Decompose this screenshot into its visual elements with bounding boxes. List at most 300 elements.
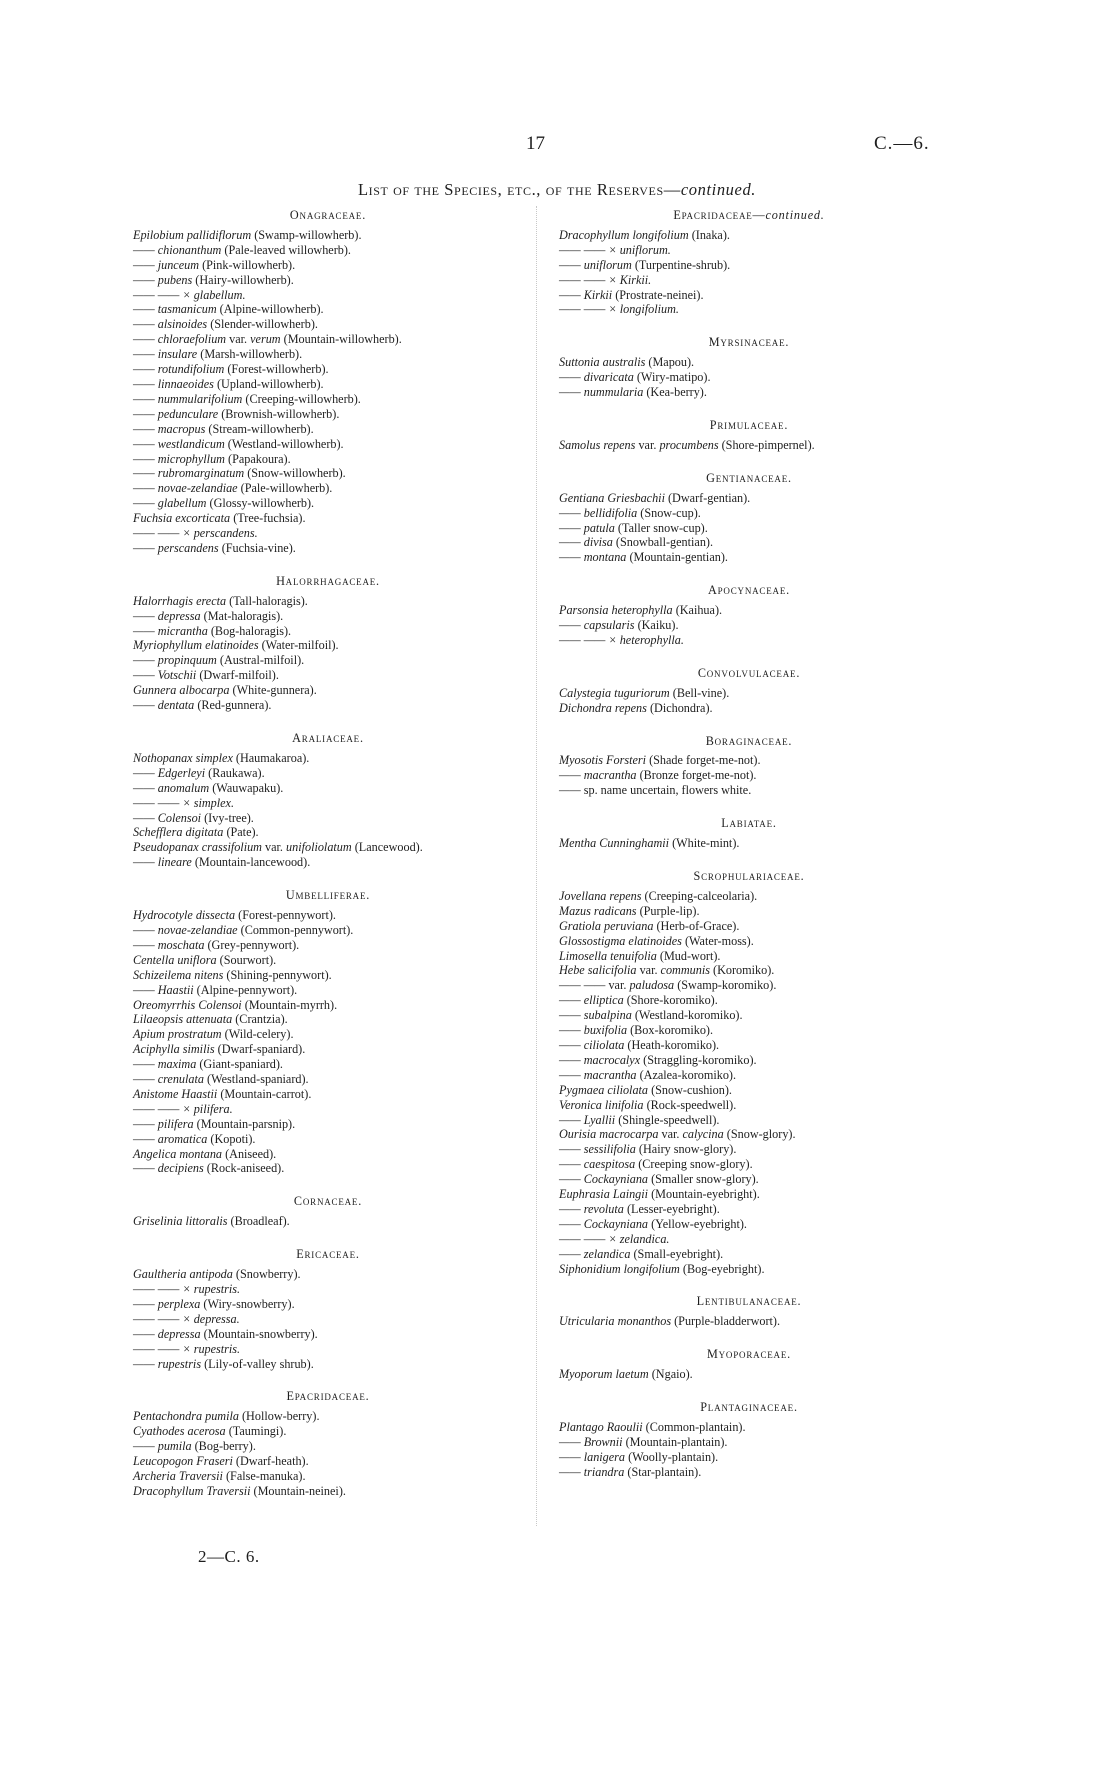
species-scientific-name: Myoporum laetum (559, 1367, 649, 1382)
species-scientific-name: Anistome Haastii (133, 1086, 218, 1101)
species-common-name: (Wiry-snowberry). (200, 1296, 295, 1311)
species-common-name: (Star-plantain). (624, 1464, 702, 1479)
family-heading (133, 1389, 523, 1404)
species-entry (133, 953, 523, 968)
species-entry (133, 923, 523, 938)
species-scientific-name: —— elliptica (559, 993, 624, 1008)
species-entry (559, 1314, 939, 1329)
species-common-name: (Smaller snow-glory). (648, 1172, 759, 1187)
page-number: 17 (526, 133, 545, 154)
family-heading-text: Boraginaceae. (705, 733, 793, 748)
species-entry (133, 811, 523, 826)
species-entry (133, 698, 523, 713)
species-scientific-name: —— Edgerleyi (133, 765, 206, 780)
species-scientific-name: Schizeilema nitens (133, 967, 224, 982)
species-common-name: (Dwarf-milfoil). (196, 668, 279, 683)
species-common-name: (Ngaio). (648, 1367, 693, 1382)
species-entry (559, 1127, 939, 1142)
species-common-name: (Mapou). (645, 355, 695, 370)
species-common-name: (Shining-pennywort). (223, 967, 332, 982)
species-common-name: (Prostrate-neinei). (612, 287, 704, 302)
family-section (559, 1347, 939, 1382)
document-reference: C.—6. (874, 133, 930, 154)
species-common-name: (Rock-speedwell). (643, 1097, 737, 1112)
species-scientific-name: —— Brownii (559, 1434, 623, 1449)
species-entry (559, 768, 939, 783)
species-scientific-name: —— revoluta (559, 1201, 624, 1216)
species-entry (133, 796, 523, 811)
family-heading-text: Convolvulaceae. (697, 665, 801, 680)
page-title (0, 180, 1114, 200)
species-scientific-name: Suttonia australis (559, 355, 646, 370)
species-common-name: (Alpine-willowherb). (216, 302, 324, 317)
species-scientific-name: —— Colensoi (133, 810, 202, 825)
species-entry (559, 258, 939, 273)
species-scientific-name: Mazus radicans (559, 903, 637, 918)
species-entry (559, 919, 939, 934)
species-scientific-name: Centella uniflora (133, 952, 217, 967)
species-entry (559, 1068, 939, 1083)
variety-name: procumbens (659, 437, 719, 452)
species-common-name: (Kaihua). (672, 603, 723, 618)
family-heading (133, 1194, 523, 1209)
species-entry (133, 624, 523, 639)
species-scientific-name: —— —— × Kirkii. (559, 272, 652, 287)
species-common-name: (Bog-haloragis). (207, 623, 292, 638)
species-entry (133, 938, 523, 953)
species-entry (559, 1262, 939, 1277)
species-entry (133, 1327, 523, 1342)
family-heading-text: Plantaginaceae. (700, 1400, 798, 1415)
species-scientific-name: —— insulare (133, 347, 198, 362)
species-common-name: (Pate). (223, 825, 259, 840)
species-entry (133, 968, 523, 983)
species-entry (559, 273, 939, 288)
family-heading (559, 1347, 939, 1362)
species-common-name: var. (635, 437, 660, 452)
species-scientific-name: Fuchsia excorticata (133, 511, 231, 526)
species-scientific-name: —— aromatica (133, 1131, 208, 1146)
variety-name: verum (250, 332, 281, 347)
species-entry (559, 836, 939, 851)
species-scientific-name: —— chloraefolium (133, 332, 227, 347)
species-common-name: (Snowberry). (232, 1267, 301, 1282)
species-scientific-name: —— uniflorum (559, 257, 632, 272)
species-common-name: (Water-moss). (681, 933, 754, 948)
species-entry (133, 1117, 523, 1132)
family-heading-text: Umbelliferae. (285, 888, 371, 903)
species-entry (133, 1087, 523, 1102)
species-common-name: (Mountain-eyebright). (648, 1187, 760, 1202)
species-entry (133, 1012, 523, 1027)
species-entry (133, 609, 523, 624)
species-scientific-name: —— tasmanicum (133, 302, 217, 317)
species-entry (133, 526, 523, 541)
species-scientific-name: —— divisa (559, 535, 613, 550)
species-entry (559, 385, 939, 400)
species-common-name: (Dwarf-spaniard). (214, 1042, 306, 1057)
species-scientific-name: —— —— × depressa. (133, 1311, 240, 1326)
family-section (559, 734, 939, 799)
species-scientific-name: —— —— × glabellum. (133, 287, 246, 302)
family-heading (559, 816, 939, 831)
family-heading-text: Myrsinaceae. (708, 335, 790, 350)
family-heading (559, 1400, 939, 1415)
species-common-name: (Purple-bladderwort). (671, 1314, 781, 1329)
family-section (133, 1247, 523, 1371)
species-entry (133, 377, 523, 392)
species-entry (133, 908, 523, 923)
species-entry (559, 949, 939, 964)
family-section (133, 208, 523, 556)
species-entry (559, 1232, 939, 1247)
species-scientific-name: —— depressa (133, 608, 201, 623)
species-entry (133, 683, 523, 698)
species-entry (559, 1172, 939, 1187)
species-common-name: (White-mint). (669, 836, 740, 851)
species-common-name: (Snow-willowherb). (244, 466, 346, 481)
family-heading-text: Labiatae. (721, 816, 777, 831)
species-entry (559, 1157, 939, 1172)
species-common-name: (Mountain-parsnip). (193, 1116, 296, 1131)
species-entry (133, 1484, 523, 1499)
species-common-name: (Azalea-koromiko). (636, 1067, 737, 1082)
species-scientific-name: —— maxima (133, 1057, 197, 1072)
variety-common-name: (Lancewood). (351, 840, 423, 855)
species-entry (133, 407, 523, 422)
species-common-name: (Broadleaf). (227, 1214, 290, 1229)
species-common-name: (Mountain-lancewood). (191, 855, 311, 870)
species-common-name: (Common-pennywort). (237, 922, 354, 937)
species-common-name: (Austral-milfoil). (216, 653, 305, 668)
species-scientific-name: Halorrhagis erecta (133, 593, 227, 608)
species-common-name: (Turpentine-shrub). (631, 257, 731, 272)
family-heading-text: Myoporaceae. (707, 1347, 791, 1362)
species-common-name: (Mountain-neinei). (250, 1483, 346, 1498)
species-scientific-name: Dracophyllum Traversii (133, 1483, 251, 1498)
species-scientific-name: —— rubromarginatum (133, 466, 245, 481)
species-entry (133, 1342, 523, 1357)
species-entry (559, 355, 939, 370)
species-entry (559, 934, 939, 949)
species-common-name: (Bog-berry). (191, 1439, 256, 1454)
species-common-name: (Red-gunnera). (194, 698, 272, 713)
species-scientific-name: —— micrantha (133, 623, 208, 638)
species-scientific-name: —— zelandica (559, 1246, 631, 1261)
species-scientific-name: —— lineare (133, 855, 192, 870)
species-scientific-name: —— divaricata (559, 370, 634, 385)
species-common-name: (Swamp-willowherb). (251, 227, 362, 242)
family-heading-text: Onagraceae. (289, 208, 367, 222)
family-heading-text: Araliaceae. (292, 731, 364, 745)
species-scientific-name: —— nummularifolium (133, 391, 243, 406)
family-section (559, 208, 939, 317)
page-title-main: List of the Species, etc., of the Reserves— (357, 180, 681, 199)
species-common-name: (Stream-willowherb). (205, 421, 314, 436)
species-entry (133, 766, 523, 781)
family-heading-text: Apocynaceae. (708, 583, 790, 598)
species-entry (133, 362, 523, 377)
species-entry (559, 1247, 939, 1262)
species-common-name: var. (605, 978, 630, 993)
species-scientific-name: —— ciliolata (559, 1037, 625, 1052)
species-entry (133, 1282, 523, 1297)
family-heading (559, 208, 939, 223)
variety-common-name: (Mountain-willowherb). (280, 332, 402, 347)
species-common-name: sp. name uncertain, flowers white. (580, 783, 752, 798)
species-common-name: (Shade forget-me-not). (646, 753, 761, 768)
species-scientific-name: —— propinquum (133, 653, 217, 668)
family-heading-text: Ericaceae. (296, 1247, 360, 1262)
species-scientific-name: Nothopanax simplex (133, 750, 233, 765)
family-section (559, 1294, 939, 1329)
species-common-name: (Forest-willowherb). (224, 362, 329, 377)
species-common-name: (Pink-willowherb). (199, 257, 296, 272)
species-common-name: (Mud-wort). (656, 948, 721, 963)
species-entry (559, 302, 939, 317)
family-section (133, 731, 523, 870)
family-section (133, 1194, 523, 1229)
species-entry (559, 1053, 939, 1068)
species-entry (133, 1357, 523, 1372)
species-entry (133, 1267, 523, 1282)
species-scientific-name: —— rupestris (133, 1356, 202, 1371)
species-common-name: (Hairy snow-glory). (635, 1142, 737, 1157)
species-entry (133, 1057, 523, 1072)
species-common-name: var. (226, 332, 251, 347)
species-scientific-name: —— subalpina (559, 1008, 632, 1023)
variety-name: communis (660, 963, 710, 978)
species-entry (559, 1023, 939, 1038)
species-scientific-name: Griselinia littoralis (133, 1214, 228, 1229)
species-common-name: (Mountain-gentian). (626, 550, 728, 565)
species-entry (559, 603, 939, 618)
species-entry (559, 1435, 939, 1450)
column-divider (536, 206, 537, 1526)
family-heading (133, 208, 523, 223)
species-common-name: (Upland-willowherb). (213, 376, 324, 391)
species-common-name: (Purple-lip). (636, 903, 700, 918)
species-entry (133, 1469, 523, 1484)
species-scientific-name: —— buxifolia (559, 1023, 628, 1038)
species-scientific-name: Parsonsia heterophylla (559, 603, 673, 618)
species-common-name: (Mountain-plantain). (622, 1434, 728, 1449)
species-common-name: (Taumingi). (225, 1424, 287, 1439)
left-column (133, 208, 523, 1517)
species-entry (133, 638, 523, 653)
family-heading (559, 1294, 939, 1309)
species-entry (133, 1297, 523, 1312)
species-scientific-name: —— —— × pilifera. (133, 1101, 233, 1116)
species-scientific-name: Hebe salicifolia (559, 963, 637, 978)
species-entry (133, 1072, 523, 1087)
species-scientific-name: —— pumila (133, 1439, 192, 1454)
species-common-name: (Box-koromiko). (627, 1023, 714, 1038)
species-scientific-name: —— moschata (133, 937, 205, 952)
species-scientific-name: —— bellidifolia (559, 505, 638, 520)
species-common-name: var. (658, 1127, 683, 1142)
species-scientific-name: —— crenulata (133, 1072, 204, 1087)
species-scientific-name: —— Cockayniana (559, 1172, 649, 1187)
species-scientific-name: —— glabellum (133, 496, 207, 511)
species-entry (133, 825, 523, 840)
family-heading (559, 734, 939, 749)
species-entry (133, 1042, 523, 1057)
species-common-name: (Dichondra). (646, 700, 713, 715)
species-entry (133, 653, 523, 668)
family-heading-text: Halorrhagaceae. (276, 573, 380, 588)
species-common-name: (Dwarf-heath). (232, 1454, 309, 1469)
species-entry (559, 243, 939, 258)
species-scientific-name: Leucopogon Fraseri (133, 1454, 233, 1469)
family-section (133, 1389, 523, 1498)
species-entry (133, 781, 523, 796)
species-common-name: (Snow-cup). (637, 505, 701, 520)
page-title-suffix: continued. (680, 180, 757, 199)
species-common-name: (Tall-haloragis). (226, 593, 308, 608)
species-scientific-name: —— patula (559, 520, 615, 535)
species-scientific-name: —— novae-zelandiae (133, 481, 238, 496)
family-heading (133, 731, 523, 746)
family-heading (133, 574, 523, 589)
species-entry (133, 422, 523, 437)
species-scientific-name: —— lanigera (559, 1449, 626, 1464)
species-entry (133, 668, 523, 683)
family-section (559, 335, 939, 400)
species-common-name: (Giant-spaniard). (196, 1057, 283, 1072)
species-entry (133, 332, 523, 347)
species-common-name: (Hairy-willowherb). (192, 272, 294, 287)
species-scientific-name: Gaultheria antipoda (133, 1267, 233, 1282)
family-section (559, 471, 939, 565)
species-entry (559, 783, 939, 798)
species-common-name: (Sourwort). (216, 952, 277, 967)
species-entry (559, 1038, 939, 1053)
species-common-name: (Lily-of-valley shrub). (201, 1356, 314, 1371)
species-entry (559, 1113, 939, 1128)
species-entry (559, 1217, 939, 1232)
species-entry (559, 1098, 939, 1113)
species-entry (133, 1132, 523, 1147)
species-scientific-name: —— (559, 783, 581, 798)
species-scientific-name: —— —— (559, 978, 606, 993)
species-scientific-name: Cyathodes acerosa (133, 1424, 226, 1439)
species-entry (133, 1161, 523, 1176)
species-entry (559, 701, 939, 716)
species-common-name: (Wauwapaku). (209, 780, 284, 795)
species-entry (133, 317, 523, 332)
variety-common-name: (Snow-glory). (723, 1127, 796, 1142)
species-scientific-name: Gentiana Griesbachii (559, 490, 665, 505)
species-entry (133, 511, 523, 526)
species-scientific-name: —— caespitosa (559, 1157, 636, 1172)
species-scientific-name: —— —— × longifolium. (559, 302, 679, 317)
species-scientific-name: —— westlandicum (133, 436, 225, 451)
species-entry (133, 1147, 523, 1162)
species-scientific-name: —— alsinoides (133, 317, 208, 332)
species-common-name: (Glossy-willowherb). (206, 496, 315, 511)
species-scientific-name: Aciphylla similis (133, 1042, 215, 1057)
species-entry (133, 1439, 523, 1454)
species-entry (559, 1083, 939, 1098)
species-scientific-name: —— pedunculare (133, 406, 219, 421)
species-scientific-name: —— —— × simplex. (133, 795, 234, 810)
species-scientific-name: —— macropus (133, 421, 206, 436)
species-common-name: (Tree-fuchsia). (230, 511, 306, 526)
species-scientific-name: —— Haastii (133, 982, 194, 997)
species-common-name: (Creeping-willowherb). (242, 391, 361, 406)
species-scientific-name: Dracophyllum longifolium (559, 227, 689, 242)
species-entry (559, 889, 939, 904)
species-entry (559, 1465, 939, 1480)
species-common-name: (Hollow-berry). (238, 1409, 320, 1424)
species-scientific-name: —— nummularia (559, 385, 644, 400)
species-entry (559, 491, 939, 506)
species-entry (559, 535, 939, 550)
species-scientific-name: Angelica montana (133, 1146, 223, 1161)
family-heading-text: Cornaceae. (293, 1194, 363, 1209)
species-scientific-name: Epilobium pallidiflorum (133, 227, 252, 242)
right-column (559, 208, 939, 1498)
species-scientific-name: —— macrocalyx (559, 1052, 641, 1067)
species-scientific-name: —— perplexa (133, 1296, 201, 1311)
species-entry (559, 521, 939, 536)
species-common-name: (Crantzia). (232, 1012, 288, 1027)
species-scientific-name: —— —— × uniflorum. (559, 242, 671, 257)
family-heading-text: Epacridaceae— (673, 208, 766, 222)
species-scientific-name: —— macrantha (559, 768, 637, 783)
species-entry (133, 437, 523, 452)
species-entry (133, 392, 523, 407)
species-scientific-name: —— capsularis (559, 618, 635, 633)
species-scientific-name: Samolus repens (559, 437, 636, 452)
species-scientific-name: —— microphyllum (133, 451, 225, 466)
species-common-name: var. (261, 840, 287, 855)
species-common-name: (Westland-spaniard). (203, 1072, 309, 1087)
species-common-name: (Straggling-koromiko). (640, 1052, 757, 1067)
species-entry (559, 438, 939, 453)
printer-signature: 2—C. 6. (198, 1547, 260, 1566)
species-entry (559, 506, 939, 521)
species-scientific-name: —— perscandens (133, 540, 219, 555)
species-entry (133, 1409, 523, 1424)
species-scientific-name: —— —— × rupestris. (133, 1341, 241, 1356)
species-common-name: (Marsh-willowherb). (197, 347, 303, 362)
species-entry (133, 481, 523, 496)
species-scientific-name: Ourisia macrocarpa (559, 1127, 659, 1142)
species-common-name: (Pale-willowherb). (237, 481, 333, 496)
species-entry (133, 594, 523, 609)
variety-name: calycina (682, 1127, 724, 1142)
species-scientific-name: Utricularia monanthos (559, 1314, 672, 1329)
family-section (559, 583, 939, 648)
species-entry (133, 1027, 523, 1042)
species-scientific-name: —— novae-zelandiae (133, 922, 238, 937)
species-scientific-name: Apium prostratum (133, 1027, 222, 1042)
species-common-name: (Pale-leaved willowherb). (221, 242, 351, 257)
species-entry (559, 288, 939, 303)
species-common-name: (Wild-celery). (221, 1027, 294, 1042)
variety-common-name: (Shore-pimpernel). (718, 437, 815, 452)
species-entry (133, 541, 523, 556)
species-common-name: (Common-plantain). (642, 1420, 746, 1434)
species-entry (133, 243, 523, 258)
species-common-name: (Snow-cushion). (648, 1082, 732, 1097)
species-scientific-name: Limosella tenuifolia (559, 948, 657, 963)
species-scientific-name: —— anomalum (133, 780, 210, 795)
species-scientific-name: Myosotis Forsteri (559, 753, 647, 768)
family-section (559, 418, 939, 453)
